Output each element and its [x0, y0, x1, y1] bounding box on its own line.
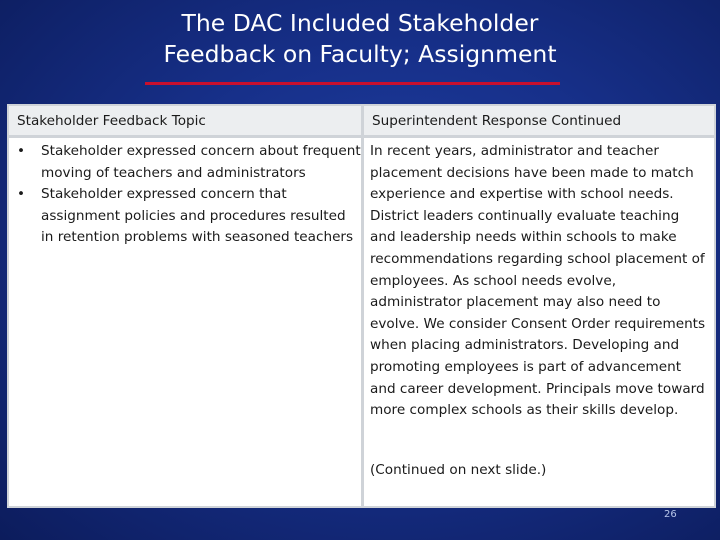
feedback-topic-cell	[9, 138, 361, 506]
page-number: 26	[664, 509, 677, 520]
bullet-glyph: •	[17, 143, 26, 159]
list-item	[17, 184, 361, 249]
feedback-bullet-list	[9, 138, 361, 249]
feedback-item-text: Stakeholder expressed concern that assignment policies and procedures resulted in retention problems with seasoned teachers	[41, 186, 354, 246]
feedback-table	[7, 104, 716, 508]
slide-title	[0, 8, 720, 70]
table-header-feedback-topic: Stakeholder Feedback Topic	[9, 106, 361, 135]
list-item	[17, 141, 361, 184]
superintendent-response-cell	[364, 138, 714, 506]
feedback-item-text: Stakeholder expressed concern about frequent moving of teachers and administrators	[41, 143, 361, 181]
slide-title-line-1: The DAC Included Stakeholder	[181, 9, 539, 37]
response-paragraph: In recent years, administrator and teacher placement decisions have been made to match experience and expertise with school needs. District leaders continually evaluate teaching and leadership needs within schools to make recommendations regarding school placement of employees. As school needs evolve, administrator placement may also need to evolve. We consider Consent Order requirements when placing administrators. Developing and promoting employees is part of advancement and career development. Principals move toward more complex schools as their skills develop.	[370, 143, 706, 419]
title-underline-rule	[145, 82, 560, 85]
slide-title-line-2: Feedback on Faculty; Assignment	[163, 40, 557, 68]
continued-note: (Continued on next slide.)	[370, 462, 547, 478]
table-header-superintendent-response: Superintendent Response Continued	[364, 106, 714, 135]
bullet-glyph: •	[17, 186, 26, 203]
